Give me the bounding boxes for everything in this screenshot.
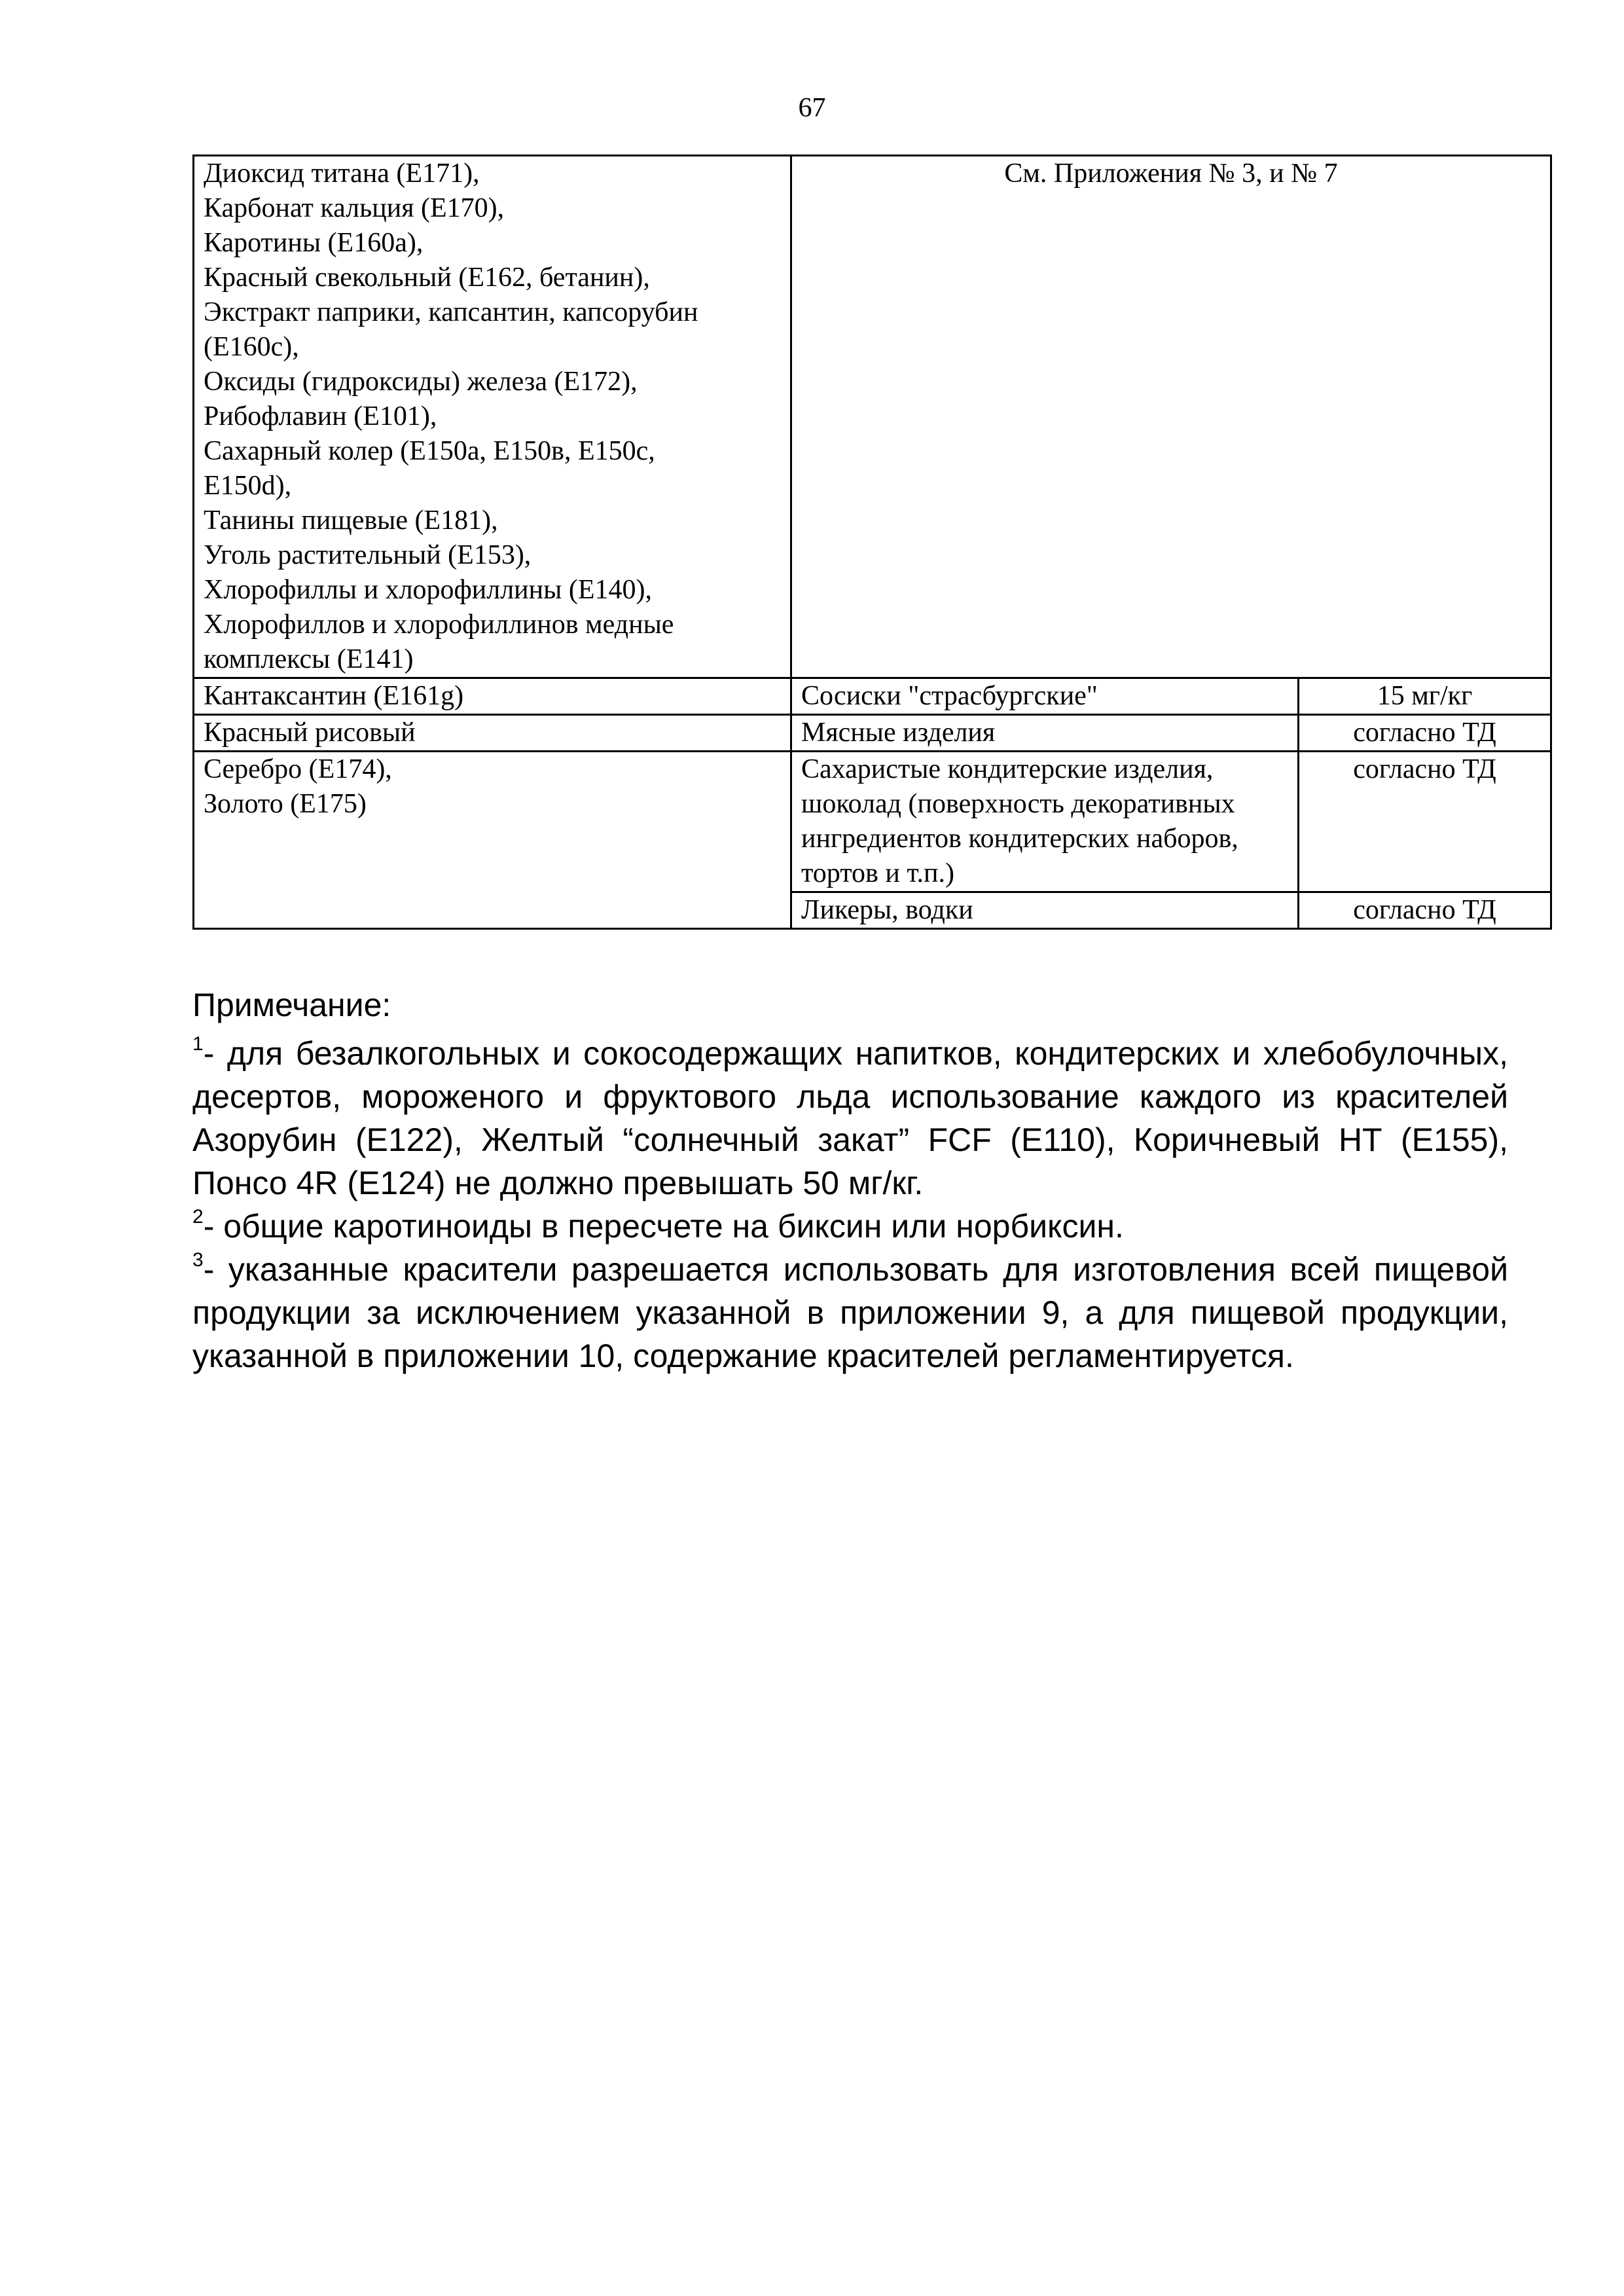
dye-name-line: Рибофлавин (Е101), <box>204 401 437 431</box>
limit-cell: согласно ТД <box>1299 715 1551 752</box>
notes-section <box>192 983 1508 1377</box>
dye-name-line: Экстракт паприки, капсантин, капсорубин <box>204 297 698 327</box>
dye-name-line: Хлорофиллы и хлорофиллины (Е140), <box>204 575 652 605</box>
dye-name-line: Хлорофиллов и хлорофиллинов медные <box>204 610 674 640</box>
table-row <box>194 678 1551 715</box>
appendix-reference-cell: См. Приложения № 3, и № 7 <box>791 156 1551 678</box>
dye-name-line: Сахарный колер (Е150а, Е150в, Е150с, <box>204 436 655 466</box>
product-cell <box>791 678 1299 715</box>
dye-name-line: Танины пищевые (Е181), <box>204 505 498 536</box>
dye-name-cell <box>194 715 791 752</box>
table-row <box>194 752 1551 892</box>
dye-name-cell <box>194 752 791 929</box>
notes-title: Примечание: <box>192 987 391 1023</box>
dye-name-cell <box>194 678 791 715</box>
limit-cell: согласно ТД <box>1299 752 1551 892</box>
table-row <box>194 715 1551 752</box>
product-line: Ликеры, водки <box>801 895 973 925</box>
dye-name-line: Серебро (Е174), <box>204 754 392 784</box>
dye-name-line: Карбонат кальция (Е170), <box>204 193 505 223</box>
footnote-2 <box>192 1205 1508 1248</box>
footnote-marker: 2 <box>192 1206 204 1228</box>
footnote-text: - для безалкогольных и сокосодержащих напитков, кондитерских и хлебобулочных, десертов, мороженого и фруктового льда использование каждого из красителей Азорубин (Е122), Желтый “солнечный закат” FCF (Е110), Коричневый НТ (Е155), Понсо 4R (Е124) не должно превышать 50 мг/кг. <box>192 1035 1508 1201</box>
dye-name-line: Красный свекольный (Е162, бетанин), <box>204 263 650 293</box>
dye-name-line: Красный рисовый <box>204 718 416 748</box>
product-cell <box>791 752 1299 892</box>
product-line: тортов и т.п.) <box>801 858 955 888</box>
dye-name-line: комплексы (Е141) <box>204 644 414 674</box>
product-line: Сахаристые кондитерские изделия, <box>801 754 1214 784</box>
product-line: Сосиски "страсбургские" <box>801 681 1098 711</box>
dyes-table <box>192 155 1552 930</box>
footnote-1 <box>192 1032 1508 1205</box>
product-line: Мясные изделия <box>801 718 996 748</box>
limit-cell: согласно ТД <box>1299 892 1551 929</box>
dye-name-line: (Е160с), <box>204 332 299 362</box>
dye-names-cell <box>194 156 791 678</box>
product-cell <box>791 715 1299 752</box>
table-row <box>194 156 1551 678</box>
footnote-text: - указанные красители разрешается использовать для изготовления всей пищевой продукции за исключением указанной в приложении 9, а для пищевой продукции, указанной в приложении 10, содержание красителей регламентируется. <box>192 1251 1508 1374</box>
footnote-text: - общие каротиноиды в пересчете на биксин или норбиксин. <box>203 1208 1124 1245</box>
dye-name-line: Золото (Е175) <box>204 789 367 819</box>
limit-cell: 15 мг/кг <box>1299 678 1551 715</box>
dye-name-line: Уголь растительный (Е153), <box>204 540 532 570</box>
product-cell <box>791 892 1299 929</box>
dye-name-line: Каротины (Е160а), <box>204 228 424 258</box>
product-line: шоколад (поверхность декоративных <box>801 789 1235 819</box>
dye-name-line: Кантаксантин (Е161g) <box>204 681 464 711</box>
page-number: 67 <box>798 93 826 123</box>
product-line: ингредиентов кондитерских наборов, <box>801 824 1238 854</box>
footnote-marker: 1 <box>192 1033 204 1055</box>
dye-name-line: Оксиды (гидроксиды) железа (Е172), <box>204 367 638 397</box>
dye-name-line: Диоксид титана (Е171), <box>204 158 480 189</box>
footnote-3 <box>192 1248 1508 1377</box>
footnote-marker: 3 <box>192 1249 204 1271</box>
dye-name-line: Е150d), <box>204 471 292 501</box>
